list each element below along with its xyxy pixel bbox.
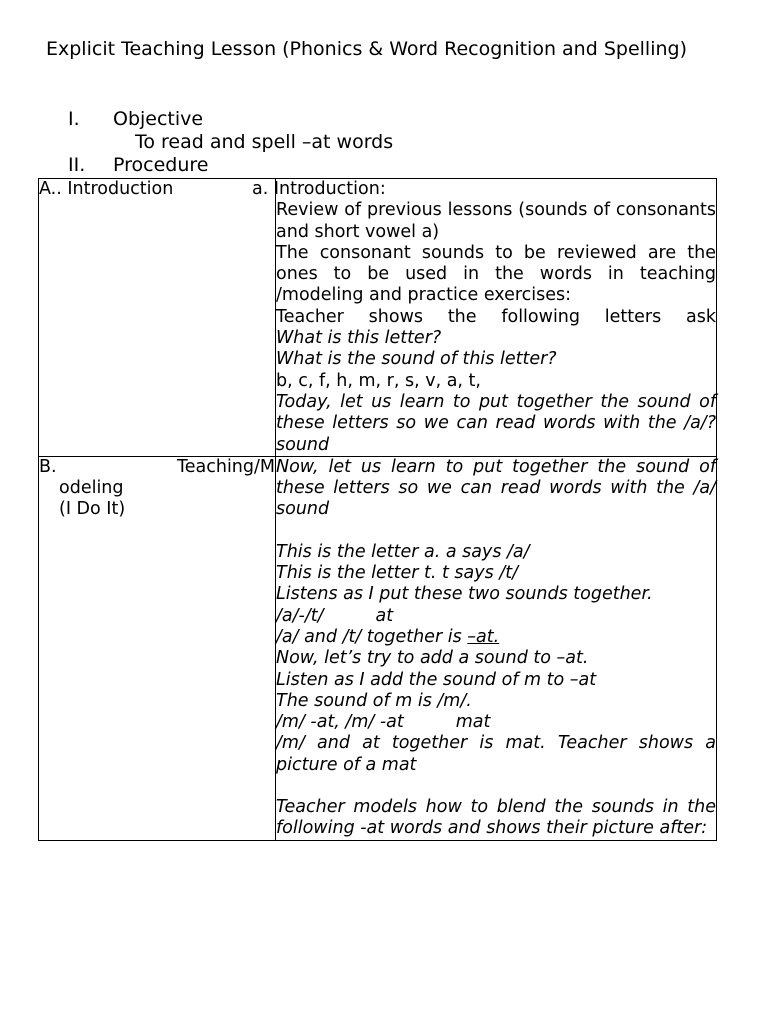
teaching-content — [276, 456, 717, 840]
procedure-label: Procedure — [113, 154, 209, 176]
procedure-number: II. — [68, 154, 86, 176]
add-sound-line: Now, let’s try to add a sound to –at. — [276, 648, 589, 669]
objective-number: I. — [68, 108, 80, 130]
models-line: Teacher models how to blend the sounds in the following -at words and shows their picture after: — [276, 797, 716, 839]
blend-mat-word: mat — [455, 712, 491, 733]
intro-paragraph: Now, let us learn to put together the sound of these letters so we can read words with the /a/ sound — [276, 456, 716, 520]
blend-mat-line — [276, 712, 716, 733]
teacher-shows-text: Teacher shows the following letters ask — [276, 306, 716, 327]
procedure-heading — [68, 154, 208, 177]
document-title: Explicit Teaching Lesson (Phonics & Word Recognition and Spelling) — [46, 38, 687, 60]
procedure-table — [38, 178, 717, 841]
listen-line: Listens as I put these two sounds together. — [276, 584, 653, 605]
objective-heading — [68, 108, 203, 131]
sound-m-line: The sound of m is /m/. — [276, 690, 472, 711]
row-label-line2: odeling — [59, 478, 124, 499]
blend-at-word: at — [375, 605, 394, 626]
letter-a-line: This is the letter a. a says /a/ — [276, 541, 530, 562]
together-word: –at. — [467, 626, 500, 647]
letters-list: b, c, f, h, m, r, s, v, a, t, — [276, 370, 481, 391]
together-text: /a/ and /t/ together is — [276, 626, 468, 647]
consonant-text: The consonant sounds to be reviewed are the ones to be used in the words in teaching /modeling and practice exercises: — [276, 242, 716, 306]
together-line — [276, 627, 716, 648]
row-label-line3: (I Do It) — [59, 499, 126, 520]
introduction-content — [252, 179, 717, 457]
row-label-line1: B. Teaching/M — [39, 456, 275, 477]
today-text: Today, let us learn to put together the sound of these letters so we can read words with the /a/? sound — [276, 391, 716, 455]
listen-m-line: Listen as I add the sound of m to –at — [276, 669, 597, 690]
letter-t-line: This is the letter t. t says /t/ — [276, 563, 518, 584]
objective-label: Objective — [113, 108, 204, 130]
objective-text: To read and spell –at words — [135, 131, 394, 153]
review-text: Review of previous lessons (sounds of consonants and short vowel a) — [276, 200, 716, 242]
blend-at-line — [276, 606, 716, 627]
row-label-teaching — [39, 456, 276, 840]
mat-picture-line: /m/ and at together is mat. Teacher shows a picture of a mat — [276, 733, 716, 775]
question-letter: What is this letter? — [276, 328, 442, 349]
blend-at-sounds: /a/-/t/ — [276, 605, 324, 626]
row-label-text: A.. Introduction — [39, 179, 174, 199]
blend-mat-sounds: /m/ -at, /m/ -at — [276, 712, 404, 733]
introduction-heading: a. Introduction: — [252, 179, 386, 199]
table-row-teaching — [39, 456, 717, 840]
row-label-introduction — [39, 179, 276, 457]
question-sound: What is the sound of this letter? — [276, 349, 557, 370]
table-row-introduction — [39, 179, 717, 457]
